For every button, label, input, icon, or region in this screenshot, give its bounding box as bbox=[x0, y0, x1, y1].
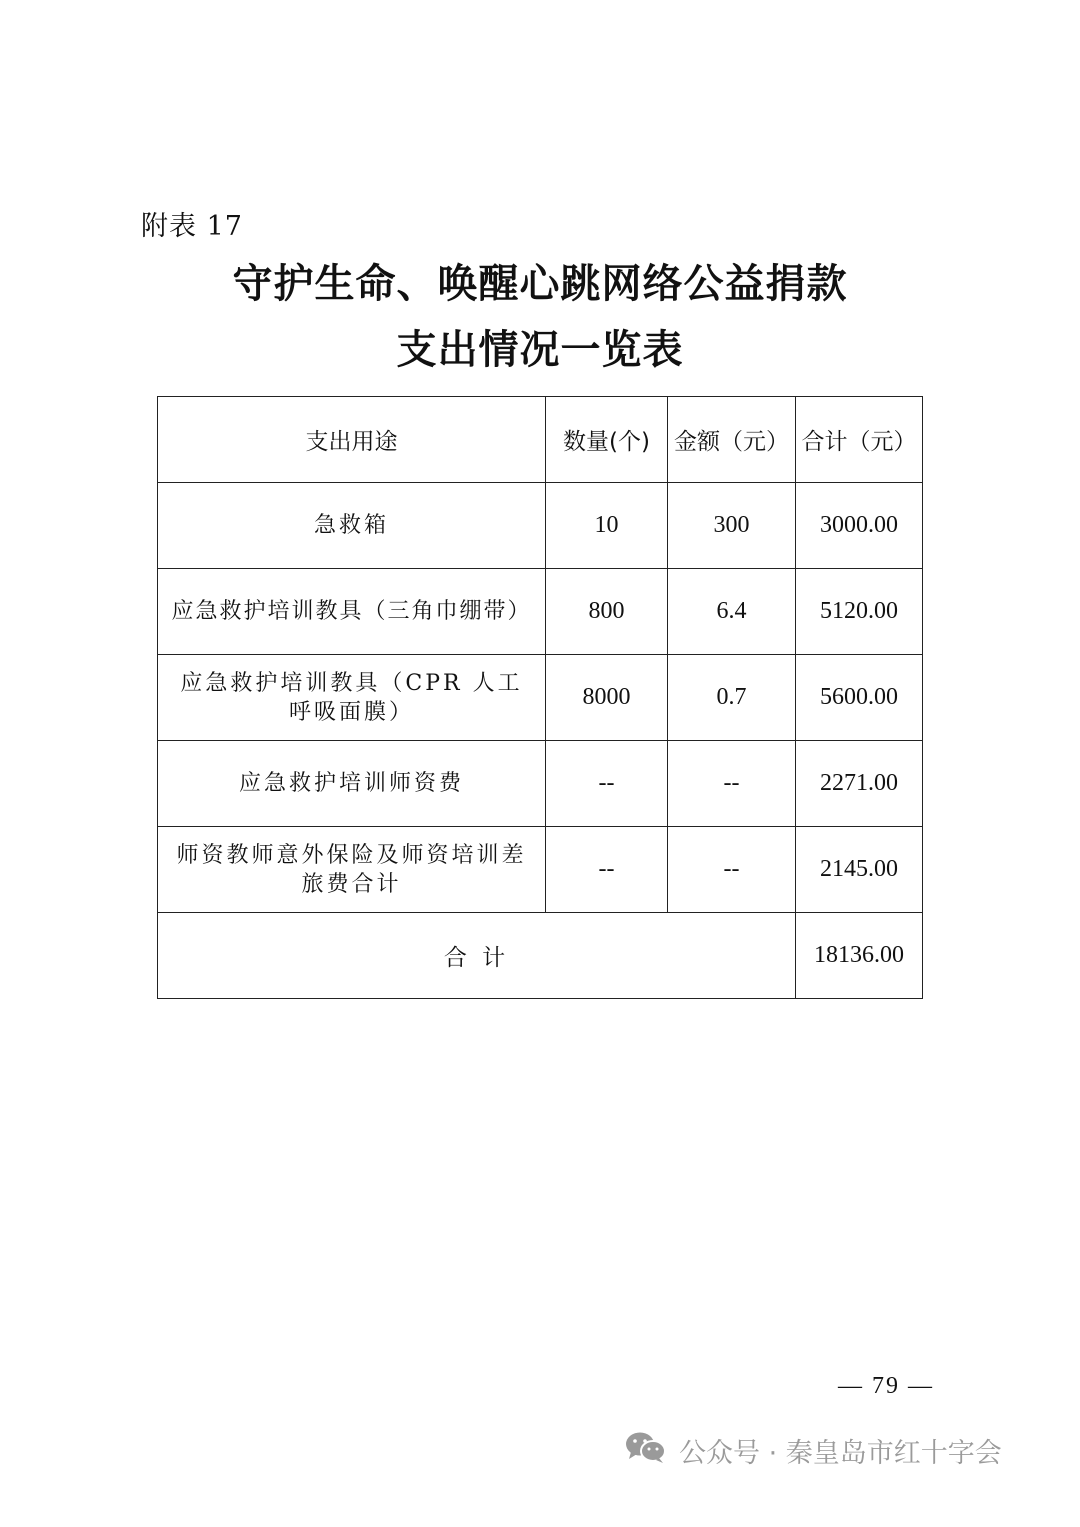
header-purpose: 支出用途 bbox=[158, 397, 546, 483]
total-cell: 2271.00 bbox=[796, 741, 923, 827]
amount-cell: 0.7 bbox=[668, 655, 796, 741]
table-total-row bbox=[158, 913, 923, 999]
table-row bbox=[158, 483, 923, 569]
amount-cell: 6.4 bbox=[668, 569, 796, 655]
page-title-line1: 守护生命、唤醒心跳网络公益捐款 bbox=[232, 260, 848, 307]
watermark bbox=[625, 1430, 1002, 1471]
table-row bbox=[158, 569, 923, 655]
total-cell: 2145.00 bbox=[796, 827, 923, 913]
quantity-cell: 800 bbox=[546, 569, 668, 655]
amount-cell: -- bbox=[668, 827, 796, 913]
quantity-cell: 8000 bbox=[546, 655, 668, 741]
header-total: 合计（元） bbox=[796, 397, 923, 483]
appendix-label: 附表 17 bbox=[141, 211, 243, 242]
grand-total-value: 18136.00 bbox=[796, 913, 923, 999]
wechat-icon bbox=[625, 1430, 679, 1471]
page-number: — 79 — bbox=[838, 1373, 934, 1399]
total-cell: 3000.00 bbox=[796, 483, 923, 569]
purpose-cell: 应急救护培训师资费 bbox=[158, 741, 546, 827]
total-cell: 5120.00 bbox=[796, 569, 923, 655]
quantity-cell: -- bbox=[546, 827, 668, 913]
header-amount: 金额（元） bbox=[668, 397, 796, 483]
quantity-cell: -- bbox=[546, 741, 668, 827]
grand-total-label: 合 计 bbox=[158, 913, 796, 999]
table-row bbox=[158, 655, 923, 741]
table-header-row bbox=[158, 397, 923, 483]
purpose-cell: 师资教师意外保险及师资培训差旅费合计 bbox=[158, 827, 546, 913]
total-cell: 5600.00 bbox=[796, 655, 923, 741]
purpose-cell: 应急救护培训教具（CPR 人工呼吸面膜） bbox=[158, 655, 546, 741]
quantity-cell: 10 bbox=[546, 483, 668, 569]
amount-cell: 300 bbox=[668, 483, 796, 569]
amount-cell: -- bbox=[668, 741, 796, 827]
watermark-text: 公众号 · 秦皇岛市红十字会 bbox=[679, 1438, 1002, 1469]
table-row bbox=[158, 741, 923, 827]
purpose-cell: 急救箱 bbox=[158, 483, 546, 569]
table-row bbox=[158, 827, 923, 913]
expense-table bbox=[157, 396, 923, 999]
purpose-cell: 应急救护培训教具（三角巾绷带） bbox=[158, 569, 546, 655]
page-title-line2: 支出情况一览表 bbox=[396, 326, 684, 373]
header-quantity: 数量(个) bbox=[546, 397, 668, 483]
